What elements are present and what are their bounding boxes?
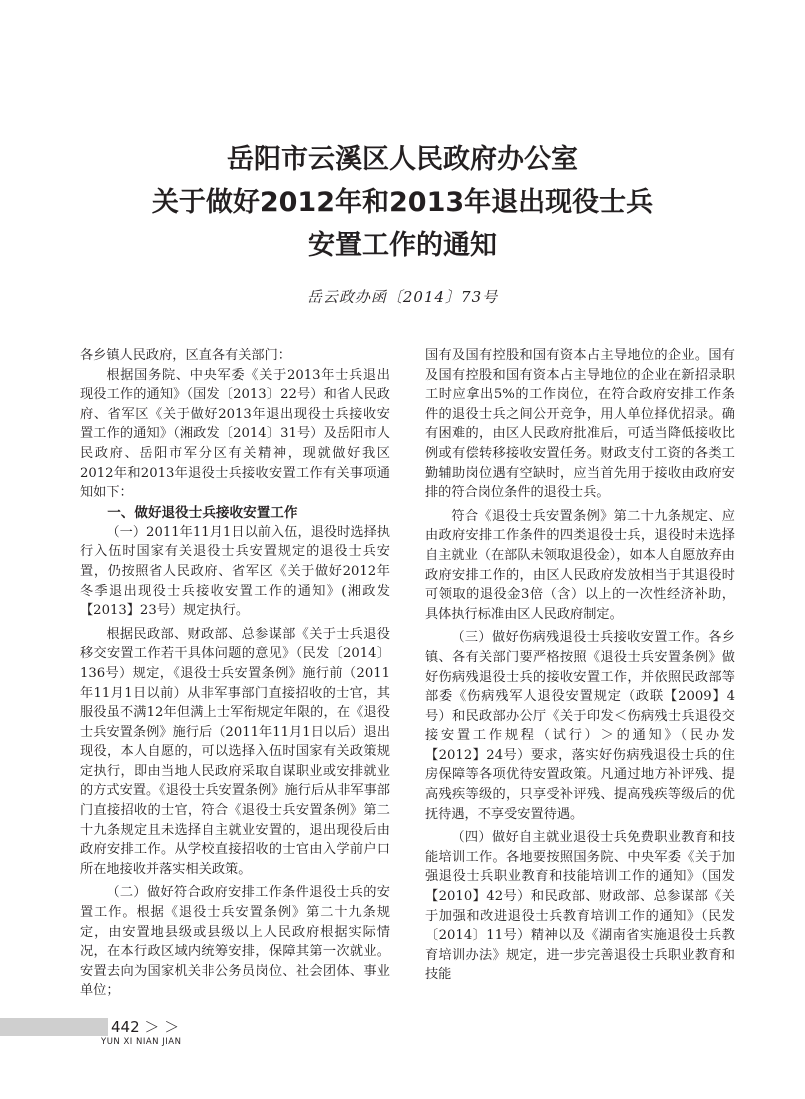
paragraph: 国有及国有控股和国有资本占主导地位的企业。国有及国有控股和国有资本占主导地位的企业在新招录职工时应拿出5%的工作岗位，在符合政府安排工作条件的退役士兵之间公开竞争，用人单位择优招录。确有困难的，由区人民政府批准后，可适当降低接收比例或有偿转移接收安置任务。财政支付工资的各类工勤辅助岗位遇有空缺时，应当首先用于接收由政府安排的符合岗位条件的退役士兵。	[425, 348, 735, 501]
title-line-3: 安置工作的通知	[308, 230, 497, 261]
document-title	[0, 138, 805, 267]
page-number	[111, 1016, 179, 1037]
paragraph: （三）做好伤病残退役士兵接收安置工作。各乡镇、各有关部门要严格按照《退役士兵安置条例》做好伤病残退役士兵的接收安置工作，并依照民政部等部委《伤病残军人退役安置规定（政联【2009】4号）和民政部办公厅《关于印发＜伤病残士兵退役交接安置工作规程（试行）＞的通知》（民办发【2012】24号）要求，落实好伤病残退役士兵的住房保障等各项优待安置政策。凡通过地方补评残、提高残疾等级的，只享受补评残、提高残疾等级后的优抚待遇，不享受安置待遇。	[425, 630, 735, 822]
section-heading-1: 一、做好退役士兵接收安置工作	[107, 504, 298, 521]
footer-bar	[0, 1018, 108, 1036]
right-column	[425, 346, 735, 985]
salutation: 各乡镇人民政府，区直各有关部门：	[80, 348, 291, 363]
paragraph: 根据国务院、中央军委《关于2013年士兵退出现役工作的通知》（国发〔2013〕22号）和省人民政府、省军区《关于做好2013年退出现役士兵接收安置工作的通知》（湘政发〔2014〕31号）及岳阳市人民政府、岳阳市军分区有关精神，现就做好我区2012年和2013年退役士兵接收安置工作有关事项通知如下：	[80, 367, 390, 501]
document-number: 岳云政办函〔2014〕73号	[306, 288, 499, 306]
paragraph: 符合《退役士兵安置条例》第二十九条规定、应由政府安排工作条件的四类退役士兵，退役时未选择自主就业（在部队未领取退役金），如本人自愿放弃由政府安排工作的，由区人民政府发放相当于其退役时可领取的退役金3倍（含）以上的一次性经济补助，具体执行标准由区人民政府制定。	[425, 508, 735, 622]
page-arrows: ＞ ＞	[144, 1018, 180, 1036]
paragraph: 根据民政部、财政部、总参谋部《关于士兵退役移交安置工作若干具体问题的意见》（民发〔2014〕136号）规定，《退役士兵安置条例》施行前（2011年11月1日以前）从非军事部门直接招收的士官，其服役虽不满12年但满上士军衔规定年限的，在《退役士兵安置条例》施行后（2011年11月1日以后）退出现役，本人自愿的，可以选择入伍时国家有关政策规定执行，即由当地人民政府采取自谋职业或安排就业的方式安置。《退役士兵安置条例》施行后从非军事部门直接招收的士官，符合《退役士兵安置条例》第二十九条规定且未选择自主就业安置的，退出现役后由政府安排工作。从学校直接招收的士官由入学前户口所在地接收并落实相关政策。	[80, 626, 390, 877]
journal-name: YUN XI NIAN JIAN	[101, 1037, 182, 1047]
left-column	[80, 346, 390, 1001]
paragraph: （二）做好符合政府安排工作条件退役士兵的安置工作。根据《退役士兵安置条例》第二十九条规定，由安置地县级或县级以上人民政府根据实际情况，在本行政区域内统筹安排，保障其第一次就业。安置去向为国家机关非公务员岗位、社会团体、事业单位；	[80, 885, 390, 999]
title-line-2: 关于做好2012年和2013年退出现役士兵	[151, 187, 654, 218]
title-line-1: 岳阳市云溪区人民政府办公室	[227, 144, 578, 175]
paragraph: （一）2011年11月1日以前入伍，退役时选择执行入伍时国家有关退役士兵安置规定的退役士兵安置，仍按照省人民政府、省军区《关于做好2012年冬季退出现役士兵接收安置工作的通知》(湘政发【2013】23号）规定执行。	[80, 524, 390, 619]
page-number-value: 442	[111, 1018, 140, 1036]
paragraph: （四）做好自主就业退役士兵免费职业教育和技能培训工作。各地要按照国务院、中央军委《关于加强退役士兵职业教育和技能培训工作的通知》（国发【2010】42号）和民政部、财政部、总参谋部《关于加强和改进退役士兵教育培训工作的通知》（民发〔2014〕11号）精神以及《湖南省实施退役士兵教育培训办法》规定，进一步完善退役士兵职业教育和技能	[425, 830, 735, 983]
